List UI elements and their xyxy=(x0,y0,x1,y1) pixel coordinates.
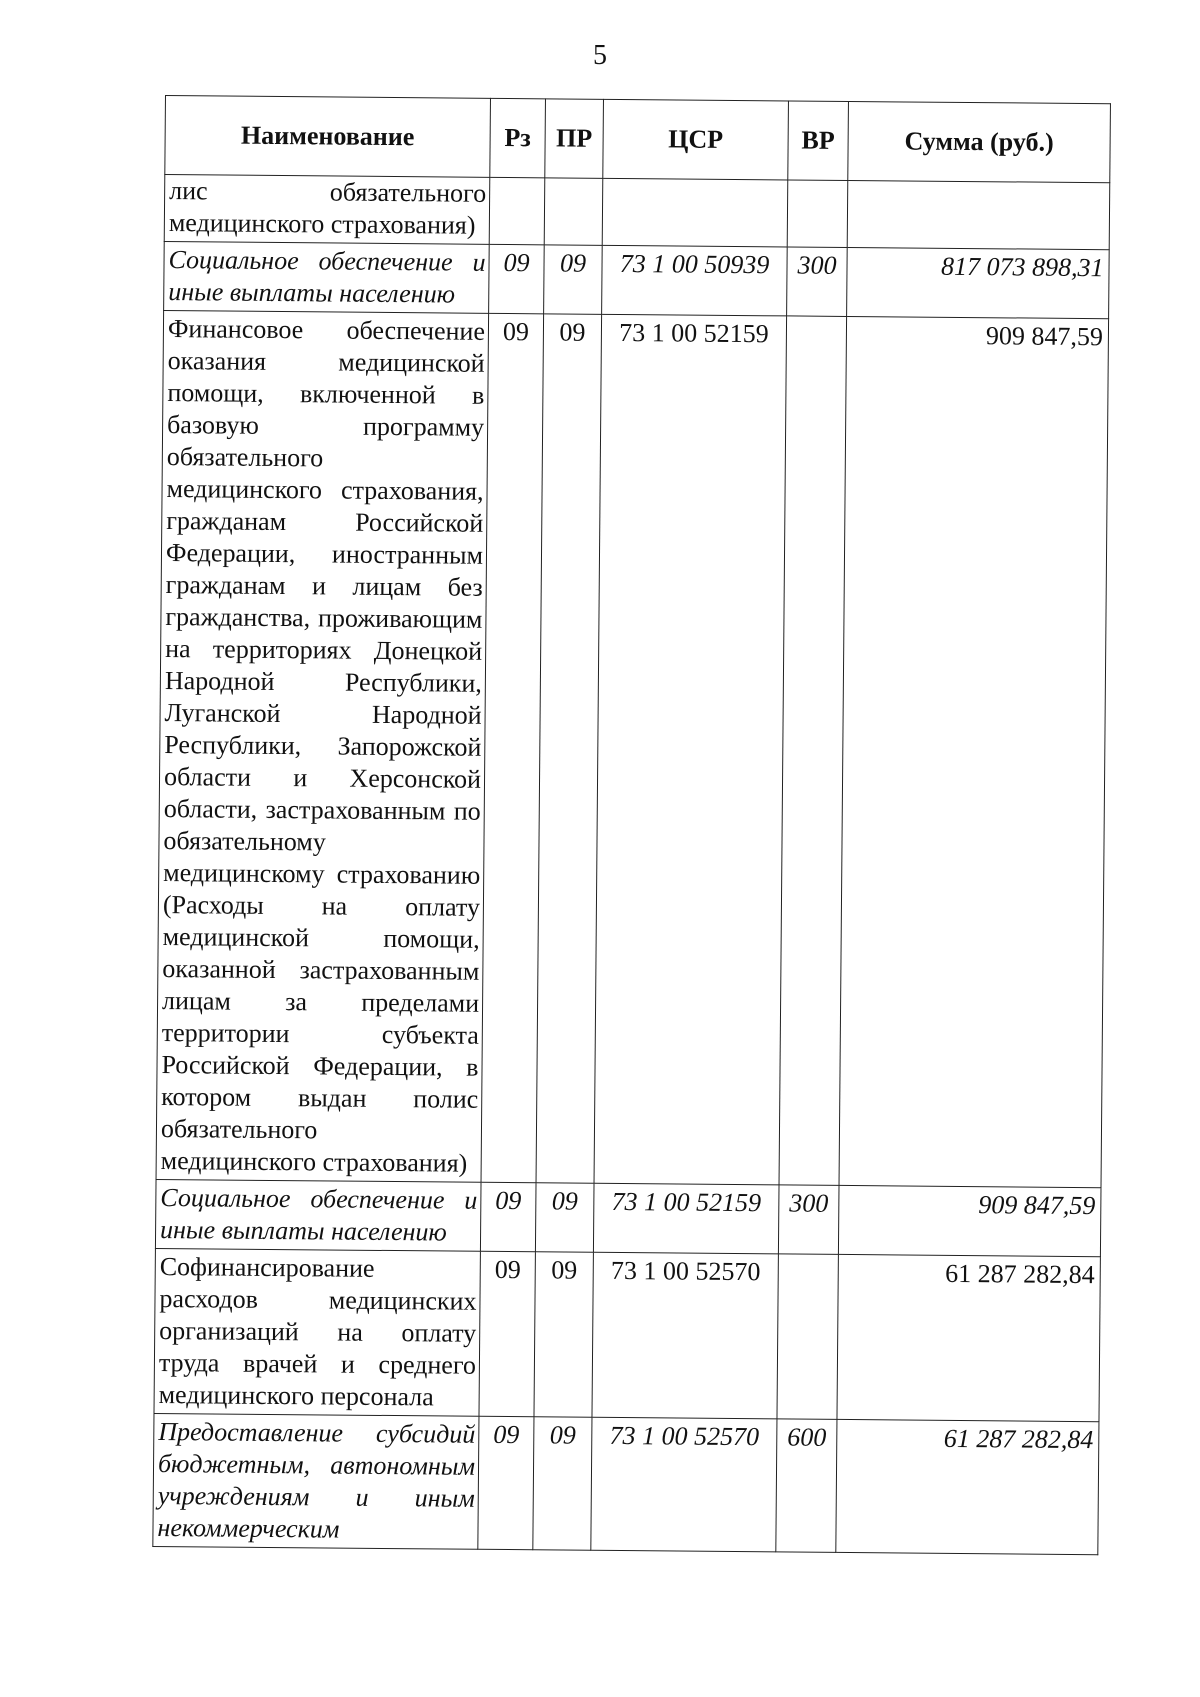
table-row xyxy=(154,1248,1100,1421)
table-row xyxy=(164,241,1110,318)
row-pr: 09 xyxy=(536,314,602,1183)
table-row xyxy=(164,175,1110,250)
table-row xyxy=(156,310,1109,1187)
row-csr: 73 1 00 50939 xyxy=(602,245,788,316)
row-name: Социальное обеспечение и иные выплаты населению xyxy=(155,1179,481,1251)
row-sum xyxy=(847,180,1110,249)
row-rz: 09 xyxy=(479,1251,535,1416)
row-vr xyxy=(787,180,848,248)
row-pr: 09 xyxy=(534,1252,593,1417)
header-pr: ПР xyxy=(545,99,604,179)
row-vr: 600 xyxy=(776,1419,837,1553)
row-pr: 09 xyxy=(535,1183,594,1253)
row-csr xyxy=(602,178,788,247)
row-pr: 09 xyxy=(533,1417,592,1551)
row-rz: 09 xyxy=(481,313,544,1182)
row-vr: 300 xyxy=(778,1185,839,1255)
row-rz: 09 xyxy=(480,1182,536,1251)
row-sum: 909 847,59 xyxy=(838,1185,1101,1256)
row-pr: 09 xyxy=(544,245,603,315)
budget-table xyxy=(152,95,1111,1555)
table-header-row xyxy=(165,96,1111,183)
row-vr xyxy=(779,316,847,1185)
row-name: Социальное обеспечение и иные выплаты населению xyxy=(164,241,490,313)
row-csr: 73 1 00 52159 xyxy=(593,1183,779,1254)
row-sum: 61 287 282,84 xyxy=(836,1419,1099,1554)
row-sum: 61 287 282,84 xyxy=(837,1254,1100,1421)
header-name: Наименование xyxy=(165,96,491,178)
row-csr: 73 1 00 52570 xyxy=(592,1252,778,1419)
page-number: 5 xyxy=(593,40,607,71)
header-csr: ЦСР xyxy=(603,99,789,180)
row-name: Финансовое обеспечение оказания медицинской помощи, включенной в базовую программу обязательного медицинского страхования, гражданам Российской Федерации, иностранным гражданам и лицам без гражданства, проживающим на территориях Донецкой Народной Республики, Луганской Народной Республики, Запорожской области и Херсонской области, застрахованным по обязательному медицинскому страхованию (Расходы на оплату медицинской помощи, оказанной застрахованным лицам за пределами территории субъекта Российской Федерации, в котором выдан полис обязательного медицинского страхования) xyxy=(156,310,489,1182)
row-name: Софинансирование расходов медицинских организаций на оплату труда врачей и среднего медицинского персонала xyxy=(154,1248,480,1416)
row-sum: 817 073 898,31 xyxy=(847,247,1110,318)
row-name: лис обязательного медицинского страхования) xyxy=(164,175,490,245)
row-name: Предоставление субсидий бюджетным, автономным учреждениям и иным некоммерческим xyxy=(153,1413,479,1549)
header-sum: Сумма (руб.) xyxy=(848,101,1111,182)
row-csr: 73 1 00 52159 xyxy=(594,314,787,1185)
budget-table-container xyxy=(152,95,1111,1555)
row-rz: 09 xyxy=(478,1416,534,1549)
row-sum: 909 847,59 xyxy=(839,316,1109,1187)
header-vr: ВР xyxy=(788,101,849,181)
table-row xyxy=(155,1179,1101,1256)
header-rz: Рз xyxy=(490,98,546,177)
row-rz: 09 xyxy=(489,244,545,313)
row-pr xyxy=(544,178,603,246)
row-rz xyxy=(489,177,545,244)
row-csr: 73 1 00 52570 xyxy=(591,1417,777,1552)
row-vr xyxy=(777,1254,838,1420)
row-vr: 300 xyxy=(787,247,848,317)
table-row xyxy=(153,1413,1099,1554)
